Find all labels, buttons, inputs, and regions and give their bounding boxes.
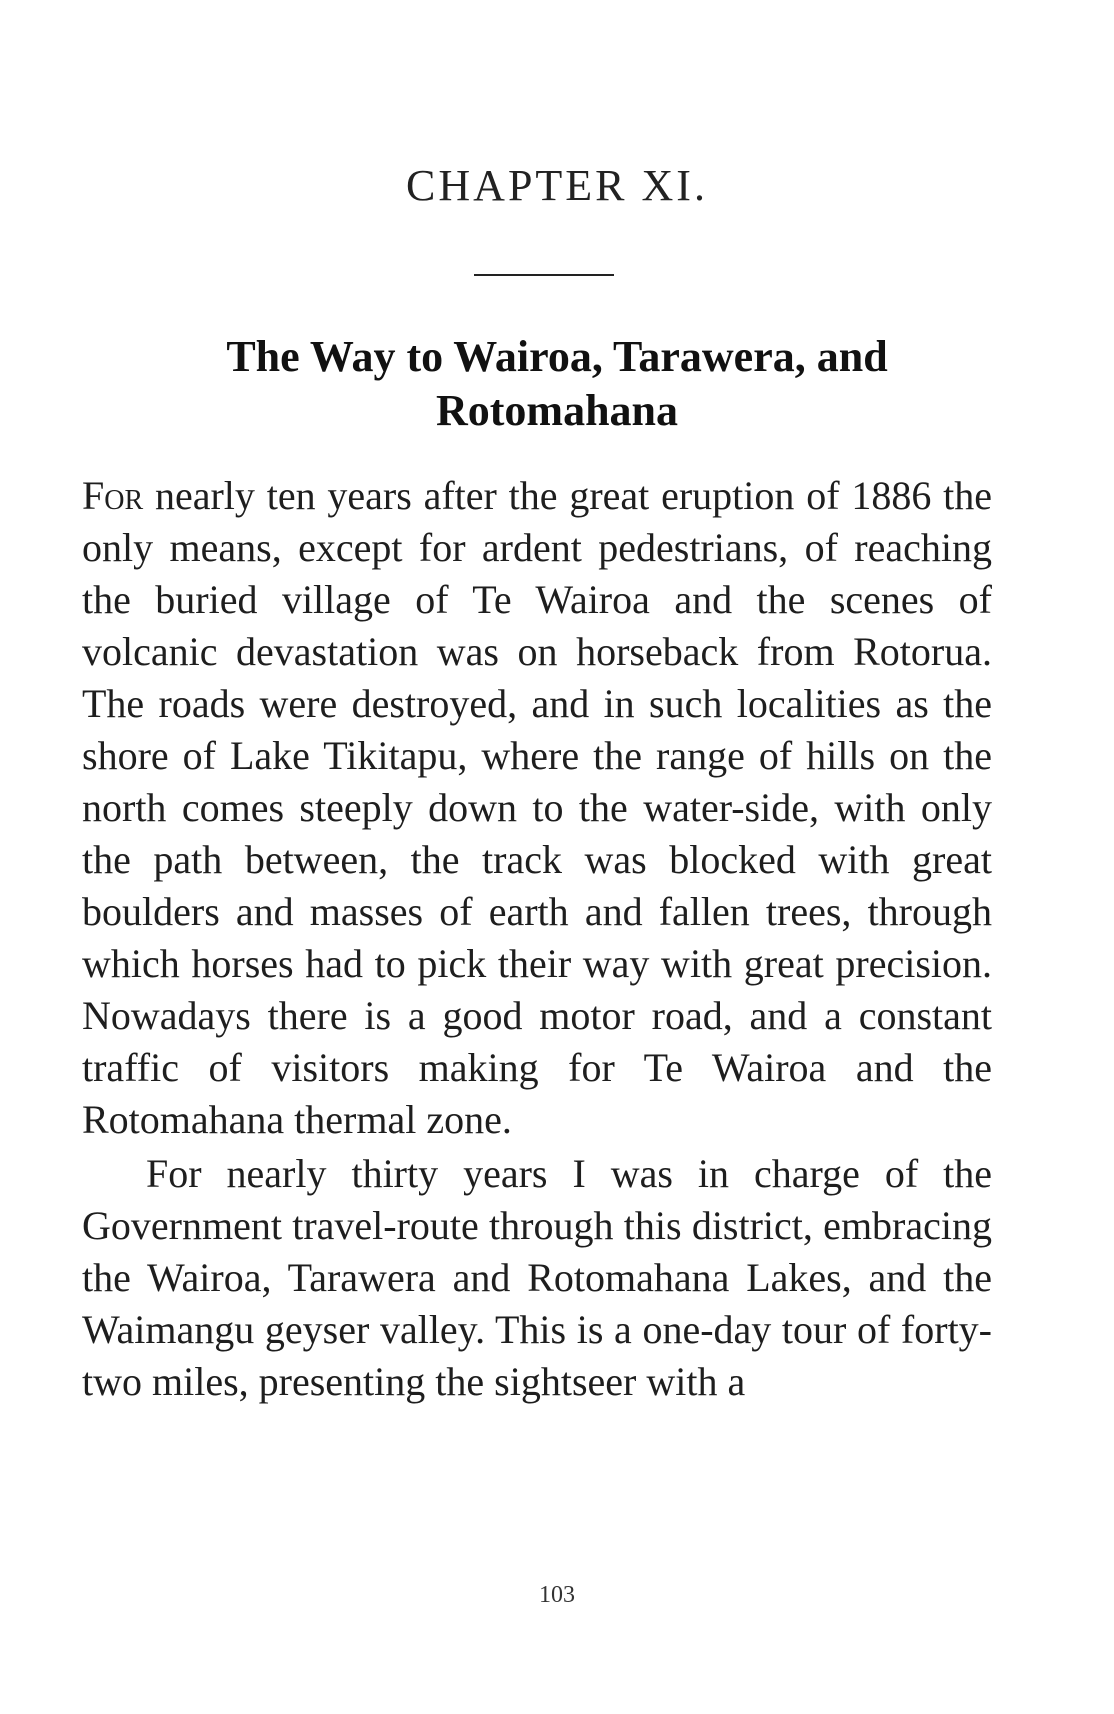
paragraph-1	[82, 470, 992, 1146]
paragraph-1-text: nearly ten years after the great eruption of 1886 the only means, except for ardent pedestrians, of reaching the buried village of Te Wairoa and the scenes of volcanic devastation was on horseback from Rotorua. The roads were destroyed, and in such localities as the shore of Lake Tikitapu, where the range of hills on the north comes steeply down to the water-side, with only the path between, the track was blocked with great boulders and masses of earth and fallen trees, through which horses had to pick their way with great precision. Nowadays there is a good motor road, and a constant traffic of visitors making for Te Wairoa and the Rotomahana thermal zone.	[82, 473, 992, 1142]
chapter-title-line-1: The Way to Wairoa, Tarawera, and	[226, 332, 888, 381]
chapter-divider	[474, 274, 614, 276]
paragraph-2: For nearly thirty years I was in charge of the Government travel-route through this district, embracing the Wairoa, Tarawera and Rotomahana Lakes, and the Waimangu geyser valley. This is a one-day tour of forty-two miles, presenting the sightseer with a	[82, 1151, 992, 1404]
chapter-title-line-2: Rotomahana	[435, 386, 679, 435]
paragraph-1-opening-word: For	[82, 473, 144, 518]
body-text	[82, 470, 992, 1408]
page-number: 103	[539, 1582, 575, 1608]
chapter-title	[80, 330, 1034, 438]
chapter-heading: CHAPTER XI.	[406, 161, 708, 210]
